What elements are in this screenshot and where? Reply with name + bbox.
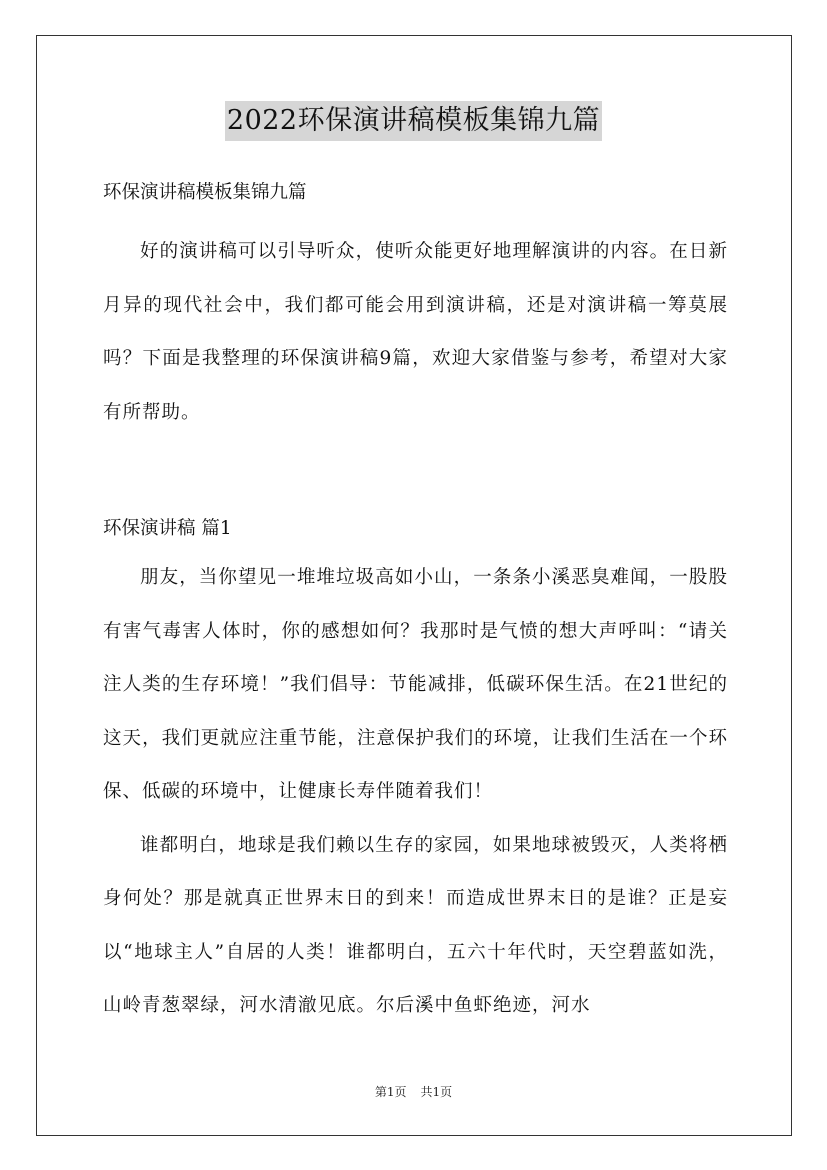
- document-subtitle: 环保演讲稿模板集锦九篇: [103, 182, 307, 203]
- page-total: 共1页: [420, 1085, 453, 1099]
- document-title: 2022环保演讲稿模板集锦九篇: [225, 101, 602, 141]
- document-body: [103, 171, 728, 1033]
- page-footer: [0, 1083, 827, 1101]
- body-paragraph-1: 朋友，当你望见一堆堆垃圾高如小山，一条条小溪恶臭难闻，一股股有害气毒害人体时，你的感想如何？我那时是气愤的想大声呼叫：“请关注人类的生存环境！”我们倡导：节能减排，低碳环保生活。在21世纪的这天，我们更就应注重节能，注意保护我们的环境，让我们生活在一个环保、低碳的环境中，让健康长寿伴随着我们！: [103, 567, 728, 802]
- title-container: [0, 101, 827, 141]
- body-paragraph-2: 谁都明白，地球是我们赖以生存的家园，如果地球被毁灭，人类将栖身何处？那是就真正世界末日的到来！而造成世界末日的是谁？正是妄以“地球主人”自居的人类！谁都明白，五六十年代时，天空碧蓝如洗，山岭青葱翠绿，河水清澈见底。尔后溪中鱼虾绝迹，河水: [103, 834, 728, 1016]
- section-spacer: [103, 439, 728, 501]
- section-heading: 环保演讲稿 篇1: [103, 518, 232, 539]
- page-number: 第1页: [374, 1085, 407, 1099]
- intro-paragraph: 好的演讲稿可以引导听众，使听众能更好地理解演讲的内容。在日新月异的现代社会中，我们都可能会用到演讲稿，还是对演讲稿一筹莫展吗？下面是我整理的环保演讲稿9篇，欢迎大家借鉴与参考，希望对大家有所帮助。: [103, 241, 728, 423]
